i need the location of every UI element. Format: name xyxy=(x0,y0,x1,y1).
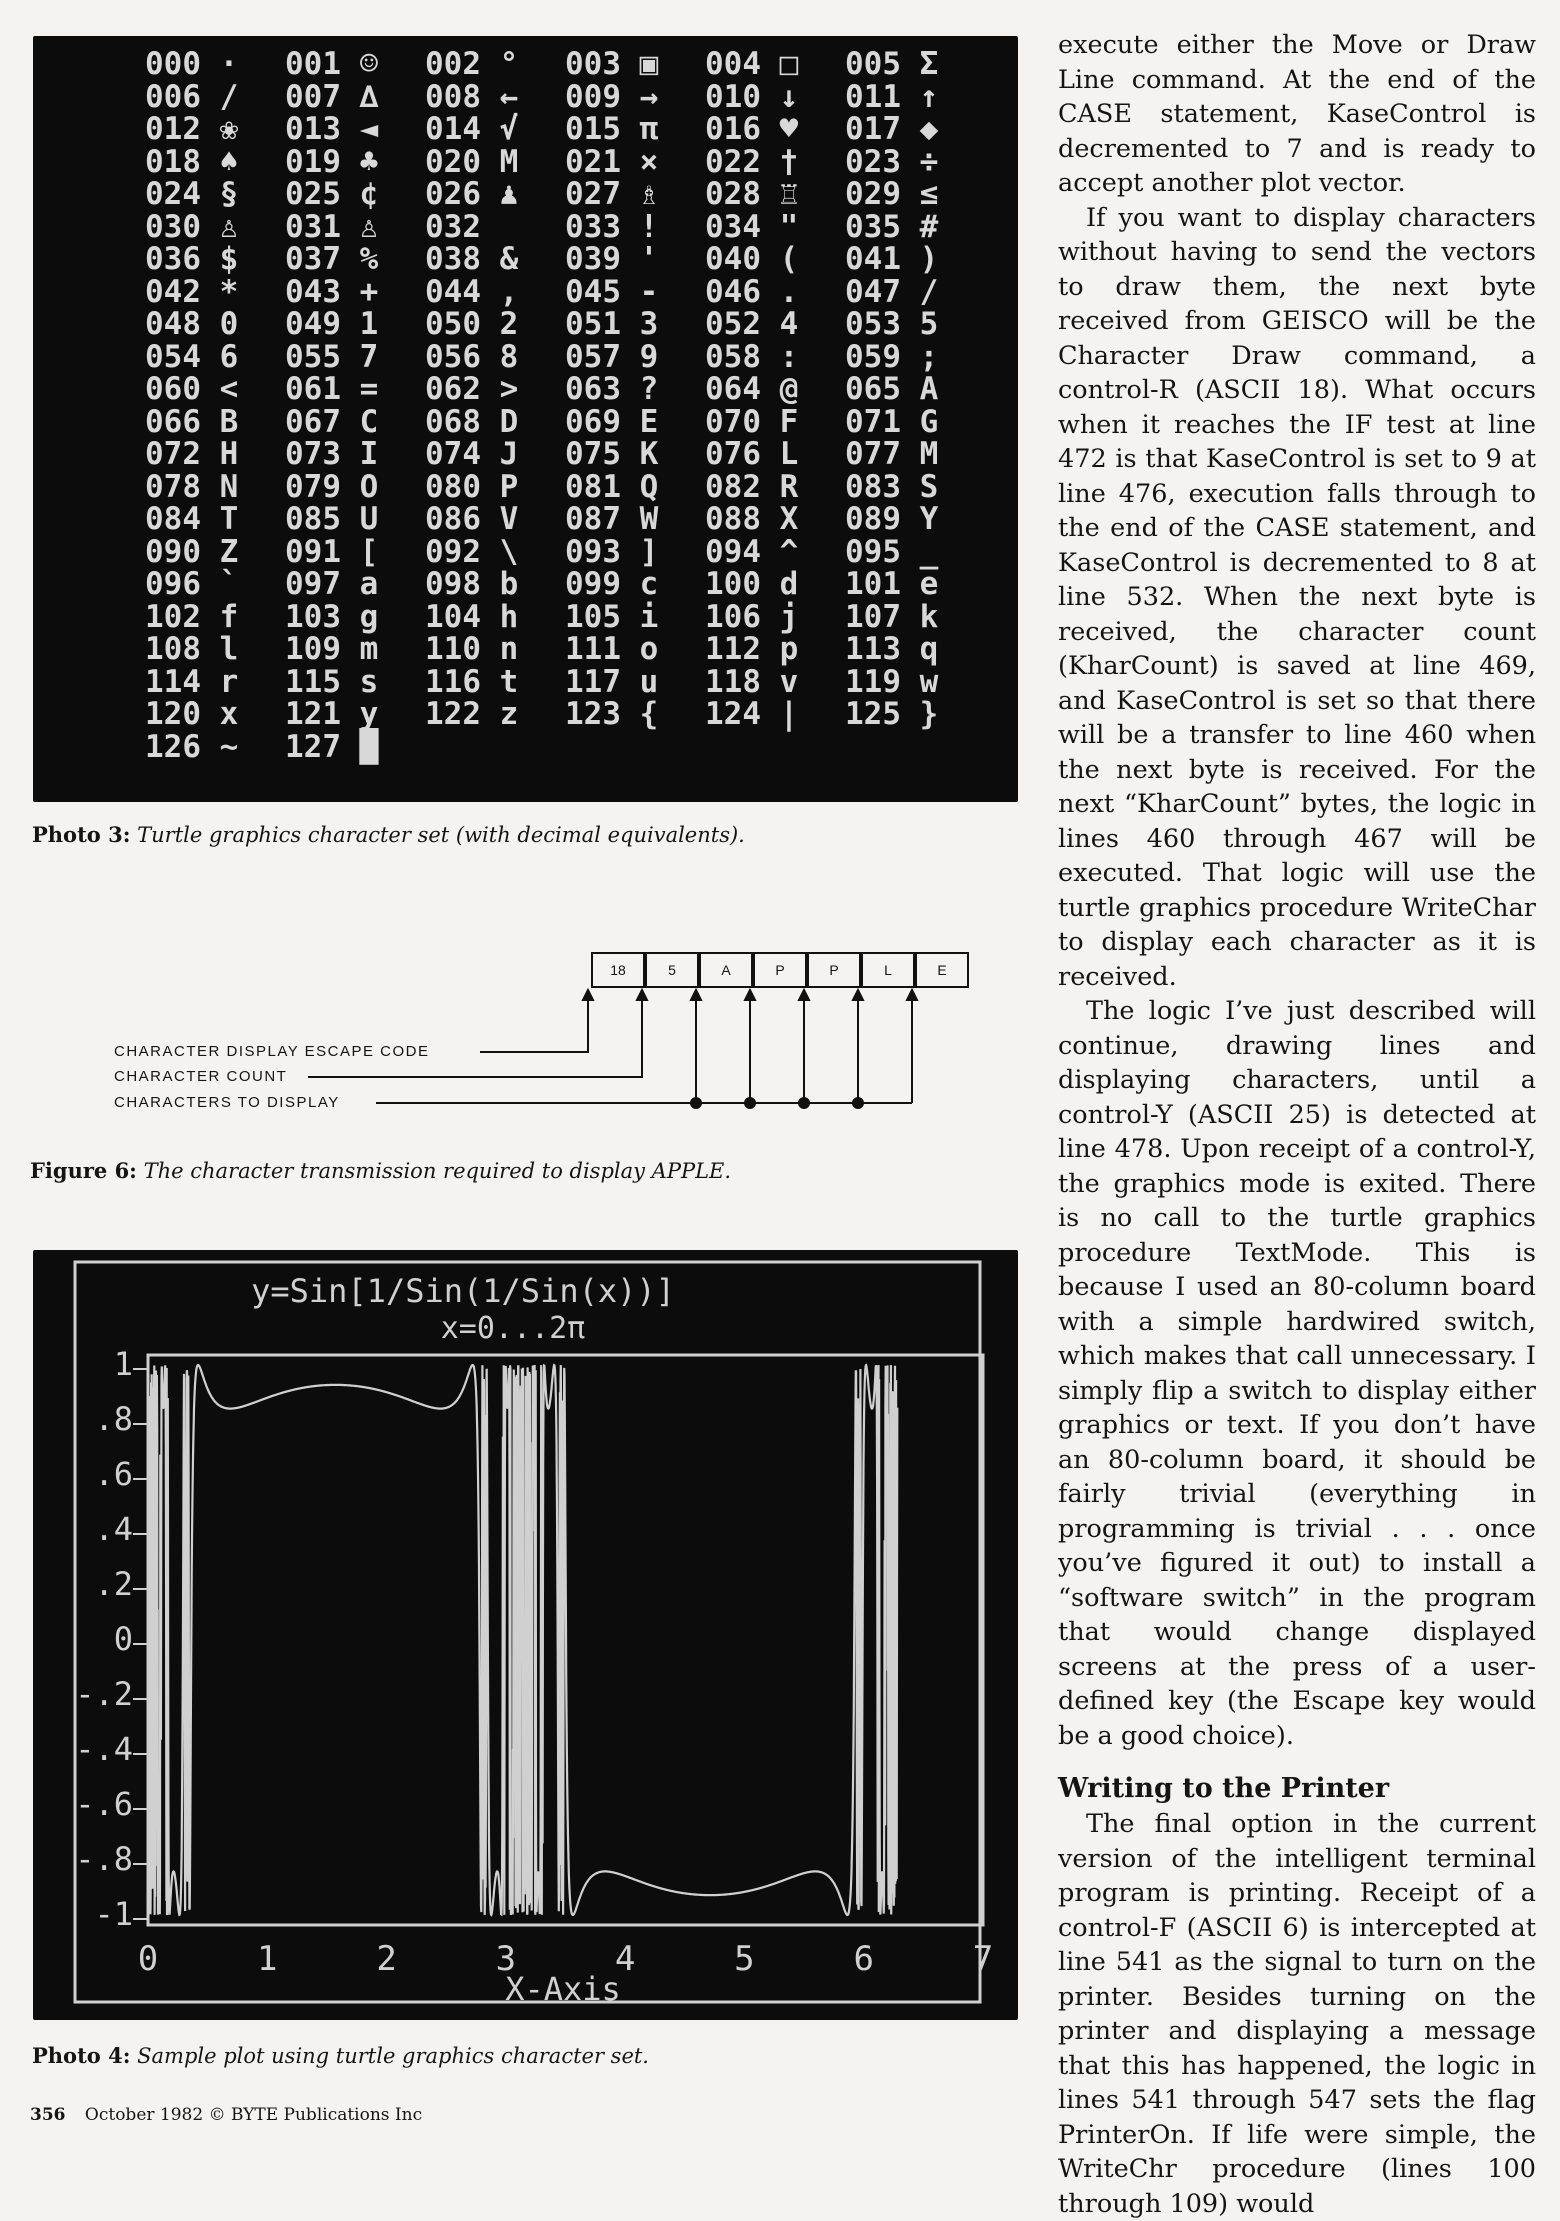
charset-cell: 066 B xyxy=(145,403,239,440)
charset-cell: 037 % xyxy=(285,241,379,277)
publication-line: October 1982 © BYTE Publications Inc xyxy=(84,2105,423,2125)
y-tick-label: -.2 xyxy=(75,1675,133,1713)
plot-curve xyxy=(148,1365,897,1915)
charset-cell: 099 c xyxy=(565,566,659,602)
charset-cell: 004 □ xyxy=(705,46,799,82)
charset-cell: 101 e xyxy=(845,566,939,602)
charset-cell: 117 u xyxy=(565,663,659,700)
box-escape-code: 18 xyxy=(591,952,645,988)
box-count: 5 xyxy=(645,952,699,988)
charset-cell: 052 4 xyxy=(705,306,799,342)
charset-cell: 067 C xyxy=(285,403,379,440)
paragraph: The final option in the current version of the intelligent terminal program is printing. Receipt of a control-F (ASCII 6) is intercepted at line 541 as the signal to turn on the printer. Besides turning on the printer and displaying a message that this has happened, the logic in lines 541 through 547 sets the flag PrinterOn. If life were simple, the WriteChr procedure (lines 100 through 109) would xyxy=(1058,1809,1536,2219)
charset-cell: 071 G xyxy=(845,403,939,440)
charset-cell: 008 ← xyxy=(425,78,519,115)
figure-6-connectors xyxy=(30,940,1000,1120)
charset-cell: 028 ♖ xyxy=(705,176,799,212)
charset-cell: 031 ♙ xyxy=(285,208,379,245)
charset-cell: 024 § xyxy=(145,176,239,212)
box-char: L xyxy=(861,952,915,988)
charset-cell: 016 ♥ xyxy=(705,111,799,147)
charset-cell: 038 & xyxy=(425,241,519,277)
box-char: E xyxy=(915,952,969,988)
charset-cell: 084 T xyxy=(145,501,239,537)
charset-cell: 042 * xyxy=(145,273,239,310)
charset-cell: 088 X xyxy=(705,501,799,537)
y-tick-label: 1 xyxy=(113,1345,133,1383)
charset-cell: 055 7 xyxy=(285,338,379,375)
charset-cell: 046 . xyxy=(705,273,799,310)
charset-cell: 019 ♣ xyxy=(285,143,379,180)
chart-subtitle: x=0...2π xyxy=(440,1311,586,1346)
charset-cell: 080 P xyxy=(425,468,519,505)
x-tick-label: 2 xyxy=(376,1939,397,1979)
sine-plot-chart xyxy=(33,1250,1018,2020)
paragraph: execute either the Move or Draw Line command. At the end of the CASE statement, KaseControl is decremented to 7 and is ready to accept another plot vector. xyxy=(1058,30,1536,198)
label-escape-code: CHARACTER DISPLAY ESCAPE CODE xyxy=(114,1043,430,1060)
figure-6-diagram xyxy=(30,940,1000,1120)
charset-cell: 053 5 xyxy=(845,306,939,342)
x-tick-label: 7 xyxy=(972,1939,994,1979)
charset-cell: 091 [ xyxy=(285,533,379,570)
charset-cell: 005 Σ xyxy=(845,46,939,82)
x-tick-label: 3 xyxy=(495,1939,517,1979)
charset-cell: 002 ° xyxy=(425,46,519,82)
charset-cell: 068 D xyxy=(425,403,519,440)
charset-cell: 114 r xyxy=(145,663,239,700)
charset-cell: 063 ? xyxy=(565,371,659,407)
charset-cell: 126 ~ xyxy=(145,728,239,765)
charset-cell: 034 " xyxy=(705,208,799,245)
label-characters-to-display: CHARACTERS TO DISPLAY xyxy=(114,1094,340,1111)
page-footer xyxy=(30,2105,422,2125)
charset-cell: 085 U xyxy=(285,501,379,537)
charset-cell: 045 - xyxy=(565,273,659,310)
charset-cell: 006 / xyxy=(145,78,239,115)
charset-cell: 036 $ xyxy=(145,241,239,277)
y-tick-label: 0 xyxy=(113,1620,133,1658)
caption-text: Sample plot using turtle graphics character set. xyxy=(137,2044,649,2068)
charset-cell: 079 O xyxy=(285,468,379,505)
page-number: 356 xyxy=(30,2105,66,2125)
charset-cell: 062 > xyxy=(425,371,519,407)
section-heading: Writing to the Printer xyxy=(1058,1773,1390,1804)
charset-cell: 076 L xyxy=(705,436,799,472)
charset-cell: 041 ) xyxy=(845,241,939,277)
y-tick-label: -.8 xyxy=(75,1840,133,1878)
charset-cell: 072 H xyxy=(145,436,239,472)
charset-cell: 106 j xyxy=(705,598,799,635)
caption-text: Turtle graphics character set (with decimal equivalents). xyxy=(137,823,745,847)
charset-cell: 029 ≤ xyxy=(845,176,939,212)
charset-cell: 118 v xyxy=(705,663,799,700)
charset-cell: 018 ♠ xyxy=(145,143,239,180)
charset-cell: 078 N xyxy=(145,468,239,505)
charset-cell: 001 ☺ xyxy=(285,46,379,82)
charset-cell: 013 ◄ xyxy=(285,111,379,147)
y-tick-label: -1 xyxy=(94,1895,133,1933)
character-set-grid xyxy=(145,48,995,763)
charset-cell: 007 ∆ xyxy=(285,78,379,115)
charset-cell: 035 # xyxy=(845,208,939,245)
charset-cell: 107 k xyxy=(845,598,939,635)
y-tick-label: -.6 xyxy=(75,1785,133,1823)
charset-cell: 074 J xyxy=(425,436,519,472)
chart-title: y=Sin[1/Sin(1/Sin(x))] xyxy=(251,1272,675,1310)
charset-cell: 059 ; xyxy=(845,338,939,375)
charset-cell: 075 K xyxy=(565,436,659,472)
charset-cell: 092 \ xyxy=(425,533,519,570)
caption-label: Figure 6: xyxy=(30,1158,137,1183)
charset-cell: 108 l xyxy=(145,631,239,667)
charset-cell: 012 ❀ xyxy=(145,111,239,147)
charset-cell: 048 0 xyxy=(145,306,239,342)
charset-cell: 082 R xyxy=(705,468,799,505)
charset-cell: 050 2 xyxy=(425,306,519,342)
figure-6-caption xyxy=(30,1158,731,1184)
charset-cell: 121 y xyxy=(285,696,379,732)
charset-cell: 089 Y xyxy=(845,501,939,537)
charset-cell: 095 _ xyxy=(845,533,939,570)
x-axis-label: X-Axis xyxy=(505,1970,621,2008)
x-tick-label: 5 xyxy=(734,1939,755,1979)
charset-cell: 025 ¢ xyxy=(285,176,379,212)
box-char: P xyxy=(807,952,861,988)
charset-cell: 064 @ xyxy=(705,371,799,407)
charset-cell: 058 : xyxy=(705,338,799,375)
charset-cell: 033 ! xyxy=(565,208,659,245)
charset-cell: 022 † xyxy=(705,143,799,180)
charset-cell: 102 f xyxy=(145,598,239,635)
charset-cell: 032 xyxy=(425,208,519,245)
charset-cell: 123 { xyxy=(565,696,659,732)
charset-cell: 010 ↓ xyxy=(705,78,799,115)
charset-cell: 116 t xyxy=(425,663,519,700)
photo-4-caption xyxy=(32,2043,649,2069)
charset-cell: 047 / xyxy=(845,273,939,310)
charset-cell: 093 ] xyxy=(565,533,659,570)
caption-label: Photo 3: xyxy=(32,822,131,847)
charset-cell: 115 s xyxy=(285,663,379,700)
charset-cell: 003 ▣ xyxy=(565,46,659,82)
charset-cell: 051 3 xyxy=(565,306,659,342)
charset-cell: 011 ↑ xyxy=(845,78,939,115)
charset-cell: 026 ♟ xyxy=(425,176,519,212)
charset-cell: 098 b xyxy=(425,566,519,602)
charset-cell: 111 o xyxy=(565,631,659,667)
charset-cell: 044 , xyxy=(425,273,519,310)
charset-cell: 110 n xyxy=(425,631,519,667)
charset-cell: 094 ^ xyxy=(705,533,799,570)
charset-cell: 061 = xyxy=(285,371,379,407)
charset-cell: 097 a xyxy=(285,566,379,602)
charset-cell: 122 z xyxy=(425,696,519,732)
charset-cell: 077 M xyxy=(845,436,939,472)
charset-cell: 112 p xyxy=(705,631,799,667)
y-tick-label: .4 xyxy=(94,1510,133,1548)
charset-cell: 015 π xyxy=(565,111,659,147)
charset-cell: 103 g xyxy=(285,598,379,635)
box-char: A xyxy=(699,952,753,988)
x-tick-label: 1 xyxy=(257,1939,278,1979)
charset-cell: 056 8 xyxy=(425,338,519,375)
caption-label: Photo 4: xyxy=(32,2043,131,2068)
charset-cell: 069 E xyxy=(565,403,659,440)
charset-cell: 030 ♙ xyxy=(145,208,239,245)
charset-cell: 105 i xyxy=(565,598,659,635)
y-tick-label: .8 xyxy=(94,1400,133,1438)
charset-cell: 000 · xyxy=(145,46,239,82)
y-tick-label: .6 xyxy=(94,1455,133,1493)
x-tick-label: 0 xyxy=(137,1939,159,1979)
charset-cell: 083 S xyxy=(845,468,939,505)
y-tick-label: -.4 xyxy=(75,1730,133,1768)
charset-cell: 124 | xyxy=(705,696,799,732)
charset-cell: 039 ' xyxy=(565,241,659,277)
charset-cell: 017 ◆ xyxy=(845,111,939,147)
paragraph: The logic I’ve just described will continue, drawing lines and displaying characters, until a control-Y (ASCII 25) is detected at line 478. Upon receipt of a control-Y, the graphics mode is exited. There is no call to the turtle graphics procedure TextMode. This is because I used an 80-column board with a simple hardwired switch, which makes that call unnecessary. I simply flip a switch to display either graphics or text. If you don’t have an 80-column board, it should be fairly trivial (everything in programming is trivial . . . once you’ve figured it out) to install a “software switch” in the program that would change displayed screens at the press of a user-defined key (the Escape key would be a good choice). xyxy=(1058,996,1536,1751)
charset-cell: 009 → xyxy=(565,78,659,115)
charset-cell: 054 6 xyxy=(145,338,239,375)
charset-cell: 086 V xyxy=(425,501,519,537)
charset-cell: 113 q xyxy=(845,631,939,667)
charset-cell: 120 x xyxy=(145,696,239,732)
charset-cell: 119 w xyxy=(845,663,939,700)
charset-cell: 081 Q xyxy=(565,468,659,505)
charset-cell: 043 + xyxy=(285,273,379,310)
charset-cell: 073 I xyxy=(285,436,379,472)
charset-cell: 087 W xyxy=(565,501,659,537)
paragraph: If you want to display characters without having to send the vectors to draw them, the next byte received from GEISCO will be the Character Draw command, a control-R (ASCII 18). What occurs when it reaches the IF test at line 472 is that KaseControl is set to 9 at line 476, execution falls through to the end of the CASE statement, and KaseControl is decremented to 8 at line 532. When the next byte is received, the character count (KharCount) is saved at line 469, and KaseControl is set so that there will be a transfer to line 460 when the next byte is received. For the next “KharCount” bytes, the logic in lines 460 through 467 will be executed. That logic will use the turtle graphics procedure WriteChar to display each character as it is received. xyxy=(1058,202,1536,992)
label-character-count: CHARACTER COUNT xyxy=(114,1068,288,1085)
charset-cell: 014 √ xyxy=(425,111,519,147)
box-char: P xyxy=(753,952,807,988)
charset-cell: 100 d xyxy=(705,566,799,602)
charset-cell: 060 < xyxy=(145,371,239,407)
x-tick-label: 4 xyxy=(614,1939,636,1979)
charset-cell: 057 9 xyxy=(565,338,659,375)
x-tick-label: 6 xyxy=(853,1939,874,1979)
photo-4-plot xyxy=(33,1250,1018,2020)
charset-cell: 020 M xyxy=(425,143,519,180)
charset-cell: 104 h xyxy=(425,598,519,635)
charset-cell: 109 m xyxy=(285,631,379,667)
charset-cell: 090 Z xyxy=(145,533,239,570)
caption-text: The character transmission required to display APPLE. xyxy=(143,1159,732,1183)
photo-3-caption xyxy=(32,822,745,848)
charset-cell: 070 F xyxy=(705,403,799,440)
charset-cell: 096 ` xyxy=(145,566,239,602)
charset-cell: 065 A xyxy=(845,371,939,407)
charset-cell: 021 × xyxy=(565,143,659,180)
charset-cell: 049 1 xyxy=(285,306,379,342)
y-tick-label: .2 xyxy=(94,1565,133,1603)
charset-cell: 040 ( xyxy=(705,241,799,277)
photo-3-character-set xyxy=(33,36,1018,802)
charset-cell: 023 ÷ xyxy=(845,143,939,180)
article-column xyxy=(1058,28,1536,2221)
charset-cell: 027 ♗ xyxy=(565,176,659,212)
charset-cell: 127 █ xyxy=(285,728,379,765)
charset-cell: 125 } xyxy=(845,696,939,732)
